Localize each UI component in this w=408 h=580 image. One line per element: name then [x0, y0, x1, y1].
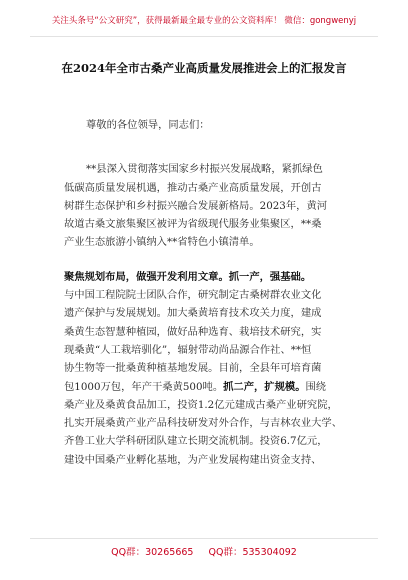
- document-body: [64, 116, 352, 469]
- paragraph-line: 建设中国桑产业孵化基地，为产业发展构建出资金支持、: [64, 453, 322, 466]
- paragraph-line: [64, 378, 352, 396]
- footer-divider: [30, 538, 378, 539]
- paragraph-line: **县深入贯彻落实国家乡村振兴发展战略，紧抓绿色: [86, 163, 323, 176]
- paragraph-line: 桑黄生态智慧种植园，做好品种选育、栽培技术研究，实: [64, 325, 322, 338]
- footer: [0, 544, 408, 558]
- footer-qq-group-1: QQ群：30265665: [111, 547, 194, 558]
- inline-heading: 抓二产，扩规模。: [223, 380, 306, 393]
- salutation: 尊敬的各位领导，同志们：: [86, 119, 210, 131]
- paragraph-line: 协生物等一批桑黄种植基地发展。目前，全县年可培育菌: [64, 362, 322, 375]
- paragraph-line: 与中国工程院院士团队合作，研究制定古桑树群农业文化: [64, 289, 322, 302]
- paragraph-text: 围绕: [305, 380, 327, 393]
- paragraph-line: 桑产业及桑黄食品加工，投资1.2亿元建成古桑产业研究院，: [64, 398, 338, 411]
- footer-qq-group-2: QQ群：535304092: [208, 547, 297, 558]
- header-divider: [30, 36, 378, 37]
- paragraph-line: 现桑黄“人工栽培驯化”，辐射带动尚品源合作社、**恒: [64, 343, 312, 356]
- document-title: 在2024年全市古桑产业高质量发展推进会上的汇报发言: [61, 61, 347, 75]
- spacer: [64, 134, 352, 160]
- top-banner: 关注头条号“公文研究”，获得最新最全最专业的公文资料库！ 微信：gongwenyj: [51, 16, 357, 26]
- spacer: [64, 252, 352, 268]
- paragraph-line: 树群生态保护和乡村振兴融合发展新格局。2023年，黄河: [64, 199, 328, 212]
- section-heading: 聚焦规划布局，做强开发利用文章。抓一产，强基础。: [64, 270, 312, 283]
- paragraph-line: 产业生态旅游小镇纳入**省特色小镇清单。: [64, 236, 260, 249]
- paragraph-line: 低碳高质量发展机遇，推动古桑产业高质量发展，开创古: [64, 181, 322, 194]
- paragraph-text: 包1000万包，年产干桑黄500吨。: [64, 380, 224, 393]
- paragraph-line: 扎实开展桑黄产业产品科技研发对外合作，与吉林农业大学、: [64, 417, 343, 430]
- paragraph-line: 故道古桑文旅集聚区被评为省级现代服务业集聚区，**桑: [64, 218, 322, 231]
- paragraph-line: 齐鲁工业大学科研团队建立长期交流机制。投资6.7亿元，: [64, 435, 328, 448]
- paragraph-line: 遗产保护与发展规划。加大桑黄培育技术攻关力度，建成: [64, 307, 322, 320]
